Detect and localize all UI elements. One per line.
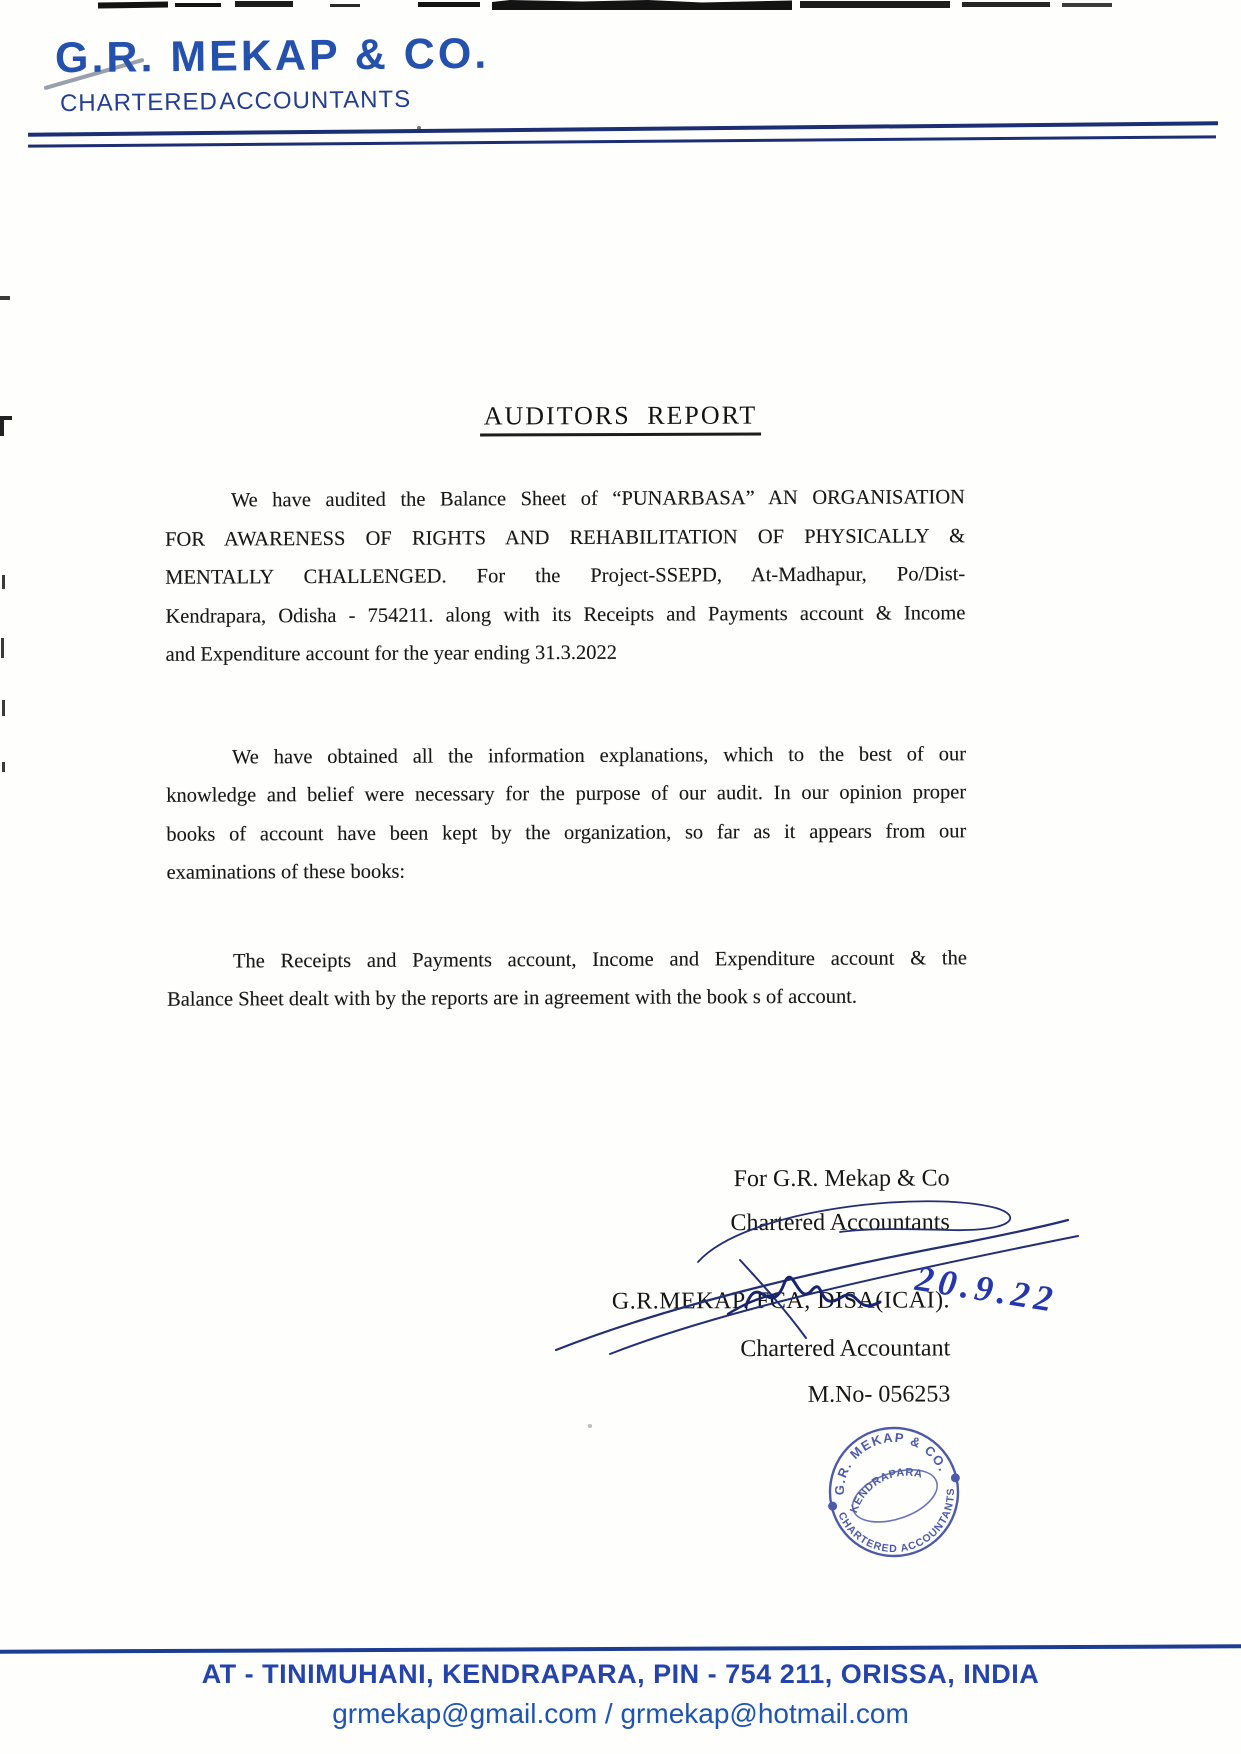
signatory-designation: Chartered Accountant	[740, 1335, 951, 1363]
body-line: Balance Sheet dealt with by the reports are in agreement with the book s of account.	[167, 985, 858, 1011]
body-line: MENTALLY CHALLENGED. For the Project-SSEPD, At-Madhapur, Po/Dist-	[165, 563, 966, 589]
scan-speck	[588, 1424, 592, 1428]
letterhead-firm-type: CHARTERED ACCOUNTANTS	[59, 85, 412, 118]
footer-emails: grmekap@gmail.com / grmekap@hotmail.com	[332, 1698, 909, 1729]
footer-rule	[0, 1644, 1241, 1653]
body-line: Kendrapara, Odisha - 754211. along with its Receipts and Payments account & Income	[165, 601, 966, 628]
body-line: We have obtained all the information explanations, which to the best of our	[231, 742, 967, 768]
stamp-middle-arc-text: KENDRAPARA	[847, 1466, 924, 1515]
signatory-name: G.R.MEKAP, FCA, DISA(ICAI).	[611, 1287, 951, 1315]
signature-firm-type: Chartered Accountants	[730, 1209, 950, 1237]
body-line: knowledge and belief were necessary for the purpose of our audit. In our opinion proper	[166, 781, 967, 807]
body-line: FOR AWARENESS OF RIGHTS AND REHABILITATION OF PHYSICALLY &	[165, 524, 966, 551]
report-body	[165, 478, 967, 1019]
signature-for-line: For G.R. Mekap & Co	[733, 1165, 950, 1193]
letterhead-rule-top	[28, 121, 1218, 136]
report-title: AUDITORS REPORT	[0, 399, 1241, 433]
footer-address: AT - TINIMUHANI, KENDRAPARA, PIN - 754 211, ORISSA, INDIA	[201, 1659, 1040, 1689]
stamp-bottom-arc-text: CHARTERED ACCOUNTANTS	[835, 1487, 958, 1556]
body-line: and Expenditure account for the year ending 31.3.2022	[165, 641, 618, 666]
svg-text:KENDRAPARA	[841, 1461, 931, 1516]
paragraph-3	[167, 939, 967, 1019]
firm-round-stamp	[804, 1402, 984, 1582]
handwritten-date: 20.9.22	[912, 1258, 1061, 1320]
body-line: The Receipts and Payments account, Income and Expenditure account & the	[232, 946, 967, 972]
letterhead-firm-name: G.R. MEKAP & CO.	[54, 29, 490, 83]
handwritten-signature-ink	[548, 1186, 1138, 1366]
body-line: examinations of these books:	[166, 860, 406, 884]
paragraph-2	[166, 735, 967, 892]
paragraph-1	[165, 478, 966, 674]
body-line: books of account have been kept by the organization, so far as it appears from our	[166, 819, 967, 846]
stamp-top-arc-text: G.R. MEKAP & CO.	[831, 1429, 952, 1496]
letterhead-rule-bottom	[28, 135, 1216, 147]
body-line: We have audited the Balance Sheet of “PUNARBASA” AN ORGANISATION	[230, 486, 965, 512]
membership-number: M.No- 056253	[807, 1381, 951, 1408]
